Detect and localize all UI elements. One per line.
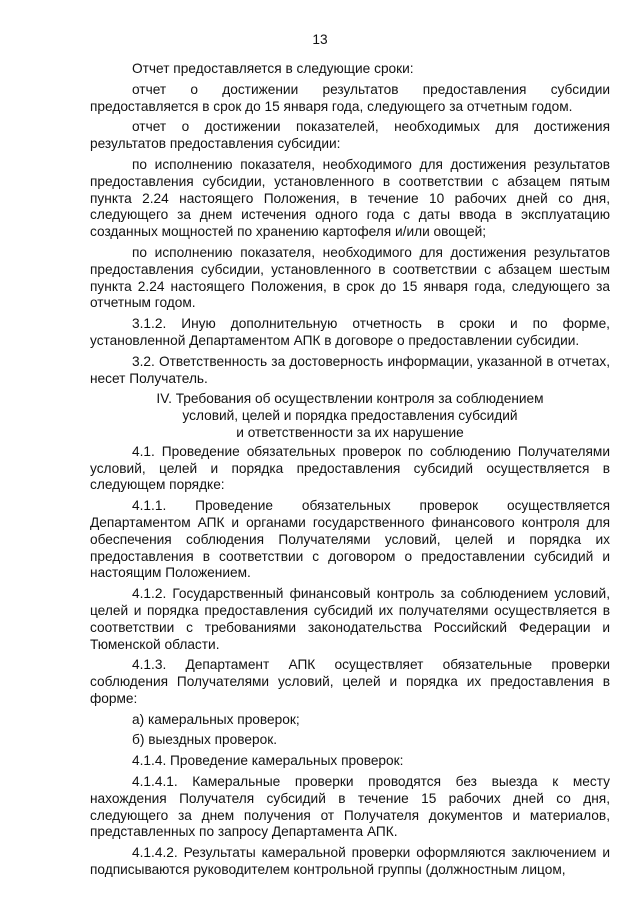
paragraph: 4.1.4.1. Камеральные проверки проводятся без выезда к месту нахождения Получателя субсидий в течение 15 рабочих дней со дня, следующего за днем получения от Получателя документов и материалов, представленных по запросу Департамента АПК. [90, 774, 610, 840]
paragraph: 4.1.4.2. Результаты камеральной проверки оформляются заключением и подписываются руководителем контрольной группы (должностным лицом, [90, 845, 610, 878]
section-heading-line: IV. Требования об осуществлении контроля за соблюдением [156, 391, 544, 407]
section-heading-line: условий, целей и порядка предоставления субсидий [182, 408, 518, 424]
paragraph: 4.1.1. Проведение обязательных проверок осуществляется Департаментом АПК и органами государственного финансового контроля для обеспечения соблюдения Получателями условий, целей и порядка их предоставления в соответствии с договором о предоставлении субсидий и настоящим Положением. [90, 498, 610, 581]
paragraph: по исполнению показателя, необходимого для достижения результатов предоставления субсидии, установленного в соответствии с абзацем пятым пункта 2.24 настоящего Положения, в течение 10 рабочих дней со дня, следующего за днем истечения одного года с даты ввода в эксплуатацию созданных мощностей по хранению картофеля и/или овощей; [90, 156, 610, 240]
section-heading-line: и ответственности за их нарушение [236, 424, 464, 440]
paragraph: 3.2. Ответственность за достоверность информации, указанной в отчетах, несет Получатель. [90, 353, 610, 386]
section-heading [90, 391, 610, 441]
paragraph: Отчет предоставляется в следующие сроки: [132, 61, 414, 76]
list-item: б) выездных проверок. [132, 732, 278, 748]
list-item: а) камеральных проверок; [132, 711, 300, 727]
paragraph: 4.1.4. Проведение камеральных проверок: [132, 753, 404, 769]
paragraph: по исполнению показателя, необходимого для достижения результатов предоставления субсидии, установленного в соответствии с абзацем шестым пункта 2.24 настоящего Положения, в срок до 15 января года, следующего за отчетным годом. [90, 244, 610, 311]
paragraph: 3.1.2. Иную дополнительную отчетность в сроки и по форме, установленной Департаментом АПК в договоре о предоставлении субсидии. [90, 316, 610, 348]
paragraph: 4.1. Проведение обязательных проверок по соблюдению Получателями условий, целей и порядка предоставления субсидий осуществляется в следующем порядке: [90, 443, 610, 493]
paragraph: отчет о достижении показателей, необходимых для достижения результатов предоставления субсидии: [90, 119, 610, 152]
paragraph: 4.1.3. Департамент АПК осуществляет обязательные проверки соблюдения Получателями условий, целей и порядка их предоставления в форме: [90, 657, 610, 706]
page-number: 13 [312, 32, 328, 47]
paragraph: 4.1.2. Государственный финансовый контроль за соблюдением условий, целей и порядка предоставления субсидий их получателями осуществляется в соответствии с требованиями законодательства Российский Федерации и Тюменской области. [90, 586, 610, 652]
paragraph: отчет о достижении результатов предоставления субсидии предоставляется в срок до 15 января года, следующего за отчетным годом. [90, 81, 610, 114]
document-body [90, 61, 610, 880]
